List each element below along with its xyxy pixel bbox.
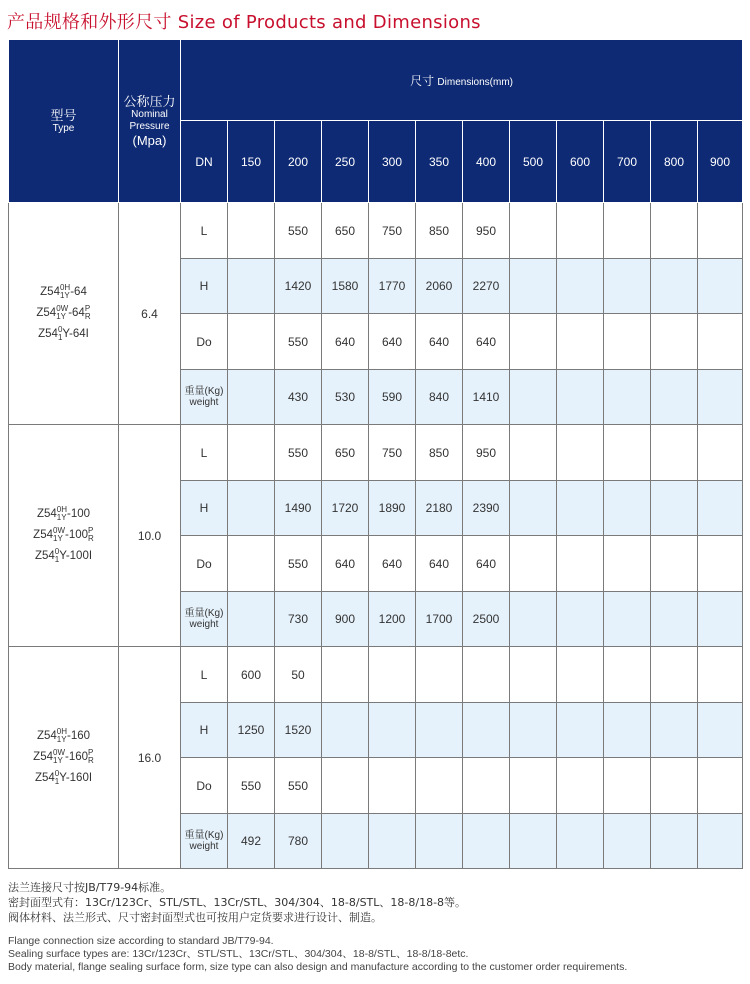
value-cell: 2180 — [416, 481, 463, 536]
pressure-header-unit: (Mpa) — [132, 133, 167, 148]
model-name — [9, 768, 118, 789]
model-cell — [9, 647, 119, 869]
value-cell: 900 — [322, 592, 369, 647]
value-cell — [651, 703, 698, 758]
value-cell — [651, 203, 698, 259]
dn-value: 500 — [510, 121, 557, 203]
dn-value: 150 — [228, 121, 275, 203]
model-sup: 0H — [56, 726, 68, 736]
weight-label-cn: 重量(Kg) — [184, 830, 224, 841]
row-label: H — [181, 703, 228, 758]
pressure-header-en1: Nominal — [131, 109, 168, 120]
value-cell — [510, 592, 557, 647]
value-cell: 650 — [322, 425, 369, 481]
model-prefix: Z54 — [36, 508, 57, 520]
model-name — [9, 504, 118, 525]
value-cell: 850 — [416, 425, 463, 481]
value-cell: 430 — [275, 370, 322, 425]
value-cell — [698, 370, 743, 425]
note-line-en: Flange connection size according to standard JB/T79-94. — [8, 935, 274, 947]
value-cell: 1420 — [275, 259, 322, 314]
note-line-cn: 阀体材料、法兰形式、尺寸密封面型式也可按用户定货要求进行设计、制造。 — [8, 911, 382, 924]
model-prefix: Z54 — [34, 772, 55, 784]
value-cell — [510, 814, 557, 869]
model-suffix: Y-160I — [59, 772, 93, 784]
value-cell — [322, 758, 369, 814]
model-sub: 1 — [54, 554, 60, 564]
model-sub: 1Y — [53, 533, 63, 543]
value-cell: 550 — [275, 425, 322, 481]
value-cell — [651, 758, 698, 814]
value-cell — [557, 314, 604, 370]
value-cell — [557, 758, 604, 814]
value-cell — [228, 370, 275, 425]
value-cell: 1490 — [275, 481, 322, 536]
value-cell — [698, 592, 743, 647]
dimensions-header-cn: 尺寸 — [410, 73, 435, 88]
value-cell — [651, 647, 698, 703]
value-cell: 2390 — [463, 481, 510, 536]
row-label: H — [181, 481, 228, 536]
value-cell: 780 — [275, 814, 322, 869]
model-name — [9, 747, 118, 768]
value-cell: 750 — [369, 425, 416, 481]
value-cell — [416, 758, 463, 814]
model-suffix: -160 — [67, 730, 91, 742]
value-cell: 850 — [416, 203, 463, 259]
dn-value: 900 — [698, 121, 743, 203]
pressure-cell: 6.4 — [119, 203, 181, 425]
pressure-header — [119, 40, 181, 203]
pressure-header-en2: Pressure — [129, 121, 170, 132]
model-stack — [56, 305, 68, 321]
value-cell — [698, 203, 743, 259]
value-cell — [463, 647, 510, 703]
value-cell: 640 — [369, 536, 416, 592]
dn-value: 250 — [322, 121, 369, 203]
model-tail — [88, 527, 94, 543]
value-cell — [463, 758, 510, 814]
value-cell: 1770 — [369, 259, 416, 314]
value-cell — [510, 758, 557, 814]
model-suffix: Y-64I — [62, 328, 89, 340]
model-tail — [85, 305, 91, 321]
value-cell — [698, 425, 743, 481]
value-cell — [369, 814, 416, 869]
model-cell — [9, 425, 119, 647]
value-cell — [557, 259, 604, 314]
value-cell — [604, 536, 651, 592]
value-cell: 1410 — [463, 370, 510, 425]
value-cell — [651, 314, 698, 370]
value-cell — [463, 814, 510, 869]
value-cell — [228, 536, 275, 592]
pressure-cell: 16.0 — [119, 647, 181, 869]
pressure-cell: 10.0 — [119, 425, 181, 647]
model-sub: 1 — [54, 776, 60, 786]
value-cell: 640 — [369, 314, 416, 370]
model-sub: 1 — [57, 332, 63, 342]
value-cell — [651, 259, 698, 314]
value-cell: 650 — [322, 203, 369, 259]
dimensions-table — [8, 39, 743, 869]
pressure-header-cn: 公称压力 — [123, 94, 176, 109]
model-sup: 0H — [56, 504, 68, 514]
model-sub: 1Y — [53, 755, 63, 765]
value-cell — [698, 703, 743, 758]
dimensions-header — [181, 40, 743, 121]
model-name — [9, 282, 118, 303]
notes-chinese — [8, 880, 466, 925]
row-label: L — [181, 203, 228, 259]
value-cell — [557, 481, 604, 536]
value-cell — [604, 758, 651, 814]
dn-value: 700 — [604, 121, 651, 203]
value-cell — [557, 592, 604, 647]
value-cell: 640 — [463, 314, 510, 370]
model-sub: 1Y — [56, 734, 67, 744]
value-cell — [698, 647, 743, 703]
row-label: L — [181, 647, 228, 703]
value-cell: 750 — [369, 203, 416, 259]
value-cell — [604, 703, 651, 758]
value-cell — [651, 370, 698, 425]
value-cell — [463, 703, 510, 758]
value-cell — [228, 259, 275, 314]
model-name — [9, 303, 118, 324]
value-cell — [228, 203, 275, 259]
value-cell: 2500 — [463, 592, 510, 647]
model-tail-sup: P — [84, 303, 91, 313]
model-stack — [53, 527, 65, 543]
value-cell: 2060 — [416, 259, 463, 314]
value-cell — [228, 481, 275, 536]
value-cell: 1200 — [369, 592, 416, 647]
model-prefix: Z54 — [38, 328, 58, 340]
note-line-cn: 密封面型式有：13Cr/123Cr、STL/STL、13Cr/STL、304/304、18-8/STL、18-8/18-8等。 — [8, 896, 467, 909]
model-sub: 1Y — [56, 311, 66, 321]
value-cell: 550 — [275, 536, 322, 592]
value-cell — [510, 647, 557, 703]
model-suffix: -100 — [65, 529, 89, 541]
weight-label-cn: 重量(Kg) — [184, 386, 224, 397]
value-cell — [651, 536, 698, 592]
row-label: H — [181, 259, 228, 314]
value-cell — [510, 203, 557, 259]
table-row — [9, 203, 743, 259]
dn-value: 200 — [275, 121, 322, 203]
value-cell — [557, 647, 604, 703]
value-cell — [369, 647, 416, 703]
model-suffix: Y-100I — [59, 550, 93, 562]
value-cell — [698, 758, 743, 814]
value-cell — [416, 703, 463, 758]
type-header — [9, 40, 119, 203]
note-line-cn: 法兰连接尺寸按JB/T79-94标准。 — [8, 881, 172, 894]
model-name — [9, 324, 118, 345]
row-label: Do — [181, 758, 228, 814]
note-line-en: Body material, flange sealing surface form, size type can also design and manufacture according to the customer order requirements. — [8, 961, 628, 973]
value-cell — [510, 481, 557, 536]
row-label: Do — [181, 314, 228, 370]
value-cell: 550 — [275, 758, 322, 814]
value-cell — [510, 314, 557, 370]
value-cell: 1580 — [322, 259, 369, 314]
value-cell — [228, 425, 275, 481]
value-cell — [322, 703, 369, 758]
value-cell — [698, 259, 743, 314]
value-cell — [698, 481, 743, 536]
row-label — [181, 370, 228, 425]
model-sup: 0 — [57, 324, 63, 334]
row-label — [181, 592, 228, 647]
dn-value: 300 — [369, 121, 416, 203]
model-suffix: -64 — [70, 286, 87, 298]
row-label — [181, 814, 228, 869]
model-stack — [57, 728, 67, 744]
row-label: Do — [181, 536, 228, 592]
value-cell — [228, 592, 275, 647]
value-cell: 640 — [463, 536, 510, 592]
value-cell — [557, 370, 604, 425]
value-cell — [369, 758, 416, 814]
table-row — [9, 425, 743, 481]
value-cell — [557, 814, 604, 869]
value-cell — [604, 592, 651, 647]
model-stack — [60, 284, 70, 300]
model-stack — [53, 749, 65, 765]
value-cell — [604, 203, 651, 259]
value-cell: 2270 — [463, 259, 510, 314]
value-cell: 1250 — [228, 703, 275, 758]
model-prefix: Z54 — [36, 730, 57, 742]
row-label: L — [181, 425, 228, 481]
model-stack — [57, 506, 67, 522]
value-cell: 1520 — [275, 703, 322, 758]
value-cell — [651, 814, 698, 869]
dn-value: 800 — [651, 121, 698, 203]
model-prefix: Z54 — [33, 529, 53, 541]
value-cell — [228, 314, 275, 370]
value-cell: 840 — [416, 370, 463, 425]
value-cell: 1700 — [416, 592, 463, 647]
value-cell: 640 — [322, 314, 369, 370]
model-name — [9, 525, 118, 546]
value-cell: 640 — [416, 314, 463, 370]
value-cell — [510, 370, 557, 425]
note-line-en: Sealing surface types are: 13Cr/123Cr、STL/STL、13Cr/STL、304/304、18-8/STL、18-8/18-8etc. — [8, 948, 469, 960]
model-suffix: -100 — [67, 508, 91, 520]
type-header-cn: 型号 — [50, 107, 77, 123]
value-cell — [557, 703, 604, 758]
model-tail-sub: R — [84, 311, 91, 321]
value-cell — [604, 647, 651, 703]
value-cell — [651, 481, 698, 536]
table-row — [9, 647, 743, 703]
value-cell: 950 — [463, 425, 510, 481]
value-cell: 550 — [228, 758, 275, 814]
value-cell — [416, 814, 463, 869]
model-suffix: -64 — [68, 307, 85, 319]
value-cell: 640 — [416, 536, 463, 592]
value-cell — [322, 814, 369, 869]
model-tail-sub: R — [88, 755, 94, 765]
value-cell: 492 — [228, 814, 275, 869]
value-cell: 950 — [463, 203, 510, 259]
notes-english — [8, 935, 627, 974]
value-cell — [510, 259, 557, 314]
value-cell — [322, 647, 369, 703]
weight-label-en: weight — [189, 397, 219, 408]
value-cell — [651, 425, 698, 481]
model-suffix: -160 — [65, 751, 89, 763]
weight-label-cn: 重量(Kg) — [184, 608, 224, 619]
model-tail-sup: P — [88, 747, 94, 757]
value-cell — [510, 536, 557, 592]
value-cell — [604, 370, 651, 425]
value-cell — [698, 314, 743, 370]
value-cell — [604, 425, 651, 481]
model-prefix: Z54 — [40, 286, 60, 298]
model-sup: 0W — [53, 747, 65, 757]
dn-value: 350 — [416, 121, 463, 203]
model-prefix: Z54 — [33, 751, 53, 763]
value-cell: 640 — [322, 536, 369, 592]
model-sup: 0 — [54, 546, 60, 556]
value-cell: 550 — [275, 314, 322, 370]
value-cell — [557, 203, 604, 259]
value-cell — [416, 647, 463, 703]
value-cell: 1890 — [369, 481, 416, 536]
dn-label: DN — [181, 121, 228, 203]
value-cell: 730 — [275, 592, 322, 647]
model-tail-sub: R — [88, 533, 94, 543]
value-cell — [557, 425, 604, 481]
value-cell — [604, 814, 651, 869]
weight-label-en: weight — [189, 841, 219, 852]
value-cell: 50 — [275, 647, 322, 703]
value-cell — [698, 536, 743, 592]
model-sup: 0W — [56, 303, 69, 313]
model-tail — [88, 749, 94, 765]
value-cell: 530 — [322, 370, 369, 425]
value-cell — [698, 814, 743, 869]
model-name — [9, 726, 118, 747]
model-sup: 0 — [54, 768, 60, 778]
value-cell — [510, 703, 557, 758]
dn-value: 600 — [557, 121, 604, 203]
model-prefix: Z54 — [36, 307, 57, 319]
value-cell: 550 — [275, 203, 322, 259]
model-sup: 0H — [59, 282, 71, 292]
value-cell — [510, 425, 557, 481]
model-sub: 1Y — [56, 512, 67, 522]
value-cell: 590 — [369, 370, 416, 425]
model-sub: 1Y — [59, 290, 70, 300]
value-cell — [604, 481, 651, 536]
model-tail-sup: P — [88, 525, 94, 535]
model-name — [9, 546, 118, 567]
value-cell — [369, 703, 416, 758]
weight-label-en: weight — [189, 619, 219, 630]
value-cell — [651, 592, 698, 647]
page-title: 产品规格和外形尺寸 Size of Products and Dimensions — [7, 12, 481, 33]
model-cell — [9, 203, 119, 425]
dimensions-header-en: Dimensions(mm) — [437, 76, 513, 88]
value-cell — [557, 536, 604, 592]
value-cell: 1720 — [322, 481, 369, 536]
model-sup: 0W — [53, 525, 65, 535]
value-cell — [604, 314, 651, 370]
value-cell — [604, 259, 651, 314]
table-body — [9, 203, 743, 869]
type-header-en: Type — [52, 122, 75, 134]
model-prefix: Z54 — [34, 550, 55, 562]
dn-value: 400 — [463, 121, 510, 203]
value-cell: 600 — [228, 647, 275, 703]
